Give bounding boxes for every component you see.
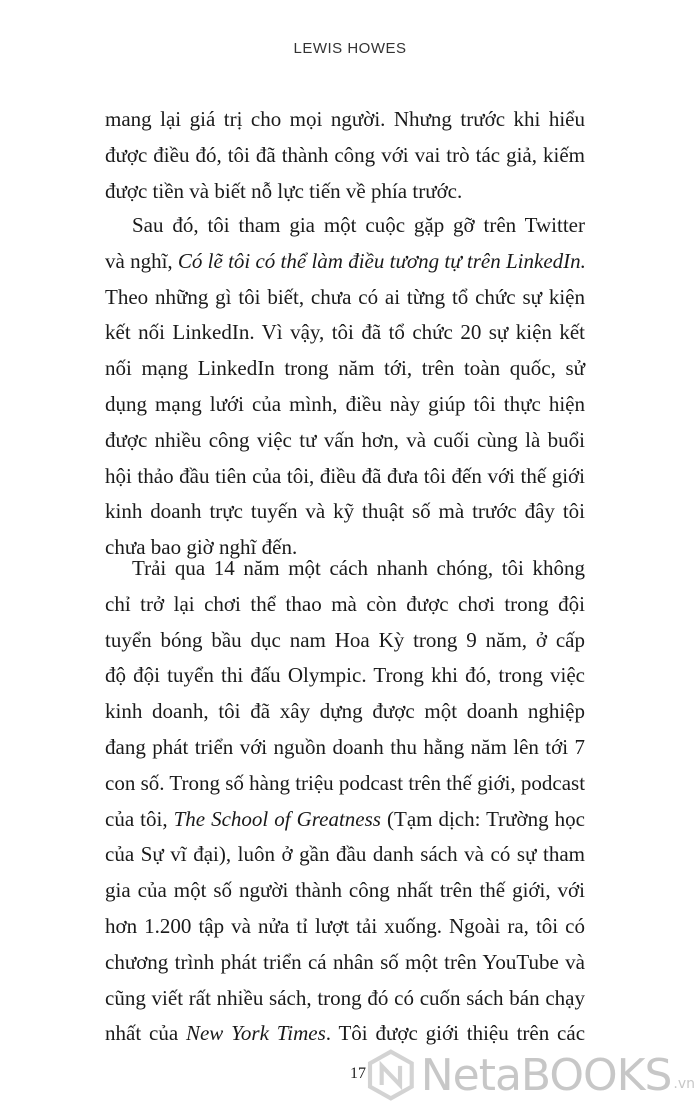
- paragraph-2: [105, 208, 585, 566]
- italic-thought: Có lẽ tôi có thể làm điều tương tự trên LinkedIn.: [177, 248, 586, 273]
- text-line: kinh doanh trực tuyến và kỹ thuật số mà trước đây tôi: [105, 499, 585, 524]
- text-line: đang phát triển với nguồn doanh thu hằng năm lên tới 7: [105, 734, 585, 759]
- text-line: và nghĩ, Có lẽ tôi có thể làm điều tương tự trên LinkedIn.: [105, 248, 586, 273]
- text-line: của Sự vĩ đại), luôn ở gần đầu danh sách và có sự tham: [105, 842, 585, 867]
- text-line: nối mạng LinkedIn trong năm tới, trên toàn quốc, sử: [105, 356, 585, 381]
- text-line: kinh doanh, tôi đã xây dựng được một doanh nghiệp: [105, 699, 585, 724]
- text-line: kết nối LinkedIn. Vì vậy, tôi đã tổ chức 20 sự kiện kết: [105, 320, 585, 345]
- watermark: [365, 1040, 695, 1110]
- text-line: của tôi, The School of Greatness (Tạm dịch: Trường học: [105, 806, 585, 831]
- italic-title: New York Times: [185, 1021, 326, 1046]
- text-line: hội thảo đầu tiên của tôi, điều đã đưa tôi đến với thế giới: [105, 463, 585, 488]
- text-line: tuyển bóng bầu dục nam Hoa Kỳ trong 9 năm, ở cấp: [105, 627, 585, 652]
- text-line: độ đội tuyển thi đấu Olympic. Trong khi đó, trong việc: [105, 663, 585, 688]
- text-line: cũng viết rất nhiều sách, trong đó có cuốn sách bán chạy: [105, 985, 585, 1010]
- text-line: được nhiều công việc tư vấn hơn, và cuối cùng là buổi: [105, 427, 585, 452]
- text-line: gia của một số người thành công nhất trên thế giới, với: [105, 878, 585, 903]
- text-line: dụng mạng lưới của mình, điều này giúp tôi thực hiện: [105, 391, 585, 416]
- text-line: chương trình phát triển cá nhân số một trên YouTube và: [105, 949, 585, 974]
- italic-title: The School of Greatness: [173, 806, 381, 831]
- text-line: Theo những gì tôi biết, chưa có ai từng tổ chức sự kiện: [105, 284, 585, 309]
- text-line: Sau đó, tôi tham gia một cuộc gặp gỡ trên Twitter: [132, 213, 585, 237]
- netabooks-logo-icon: [365, 1044, 417, 1106]
- paragraph-1: [105, 102, 585, 209]
- text-line: con số. Trong số hàng triệu podcast trên thế giới, podcast: [105, 770, 586, 795]
- page-number: 17: [350, 1065, 366, 1082]
- text-line: mang lại giá trị cho mọi người. Nhưng trước khi hiểu: [105, 107, 585, 131]
- text-line: được tiền và biết nỗ lực tiến về phía trước.: [105, 178, 463, 203]
- text-line: chỉ trở lại chơi thể thao mà còn được chơi trong đội: [105, 591, 585, 616]
- paragraph-3: [105, 551, 585, 1052]
- text-line: nhất của New York Times. Tôi được giới thiệu trên các: [105, 1021, 586, 1046]
- text-line: chưa bao giờ nghĩ đến.: [105, 535, 298, 560]
- running-head: LEWIS HOWES: [293, 40, 407, 57]
- text-line: được điều đó, tôi đã thành công với vai trò tác giả, kiếm: [105, 142, 585, 167]
- watermark-suffix: .vn: [673, 1076, 695, 1092]
- text-line: Trải qua 14 năm một cách nhanh chóng, tôi không: [132, 556, 585, 580]
- text-line: hơn 1.200 tập và nửa tỉ lượt tải xuống. Ngoài ra, tôi có: [105, 913, 585, 938]
- watermark-text: NetaBOOKS: [420, 1049, 672, 1101]
